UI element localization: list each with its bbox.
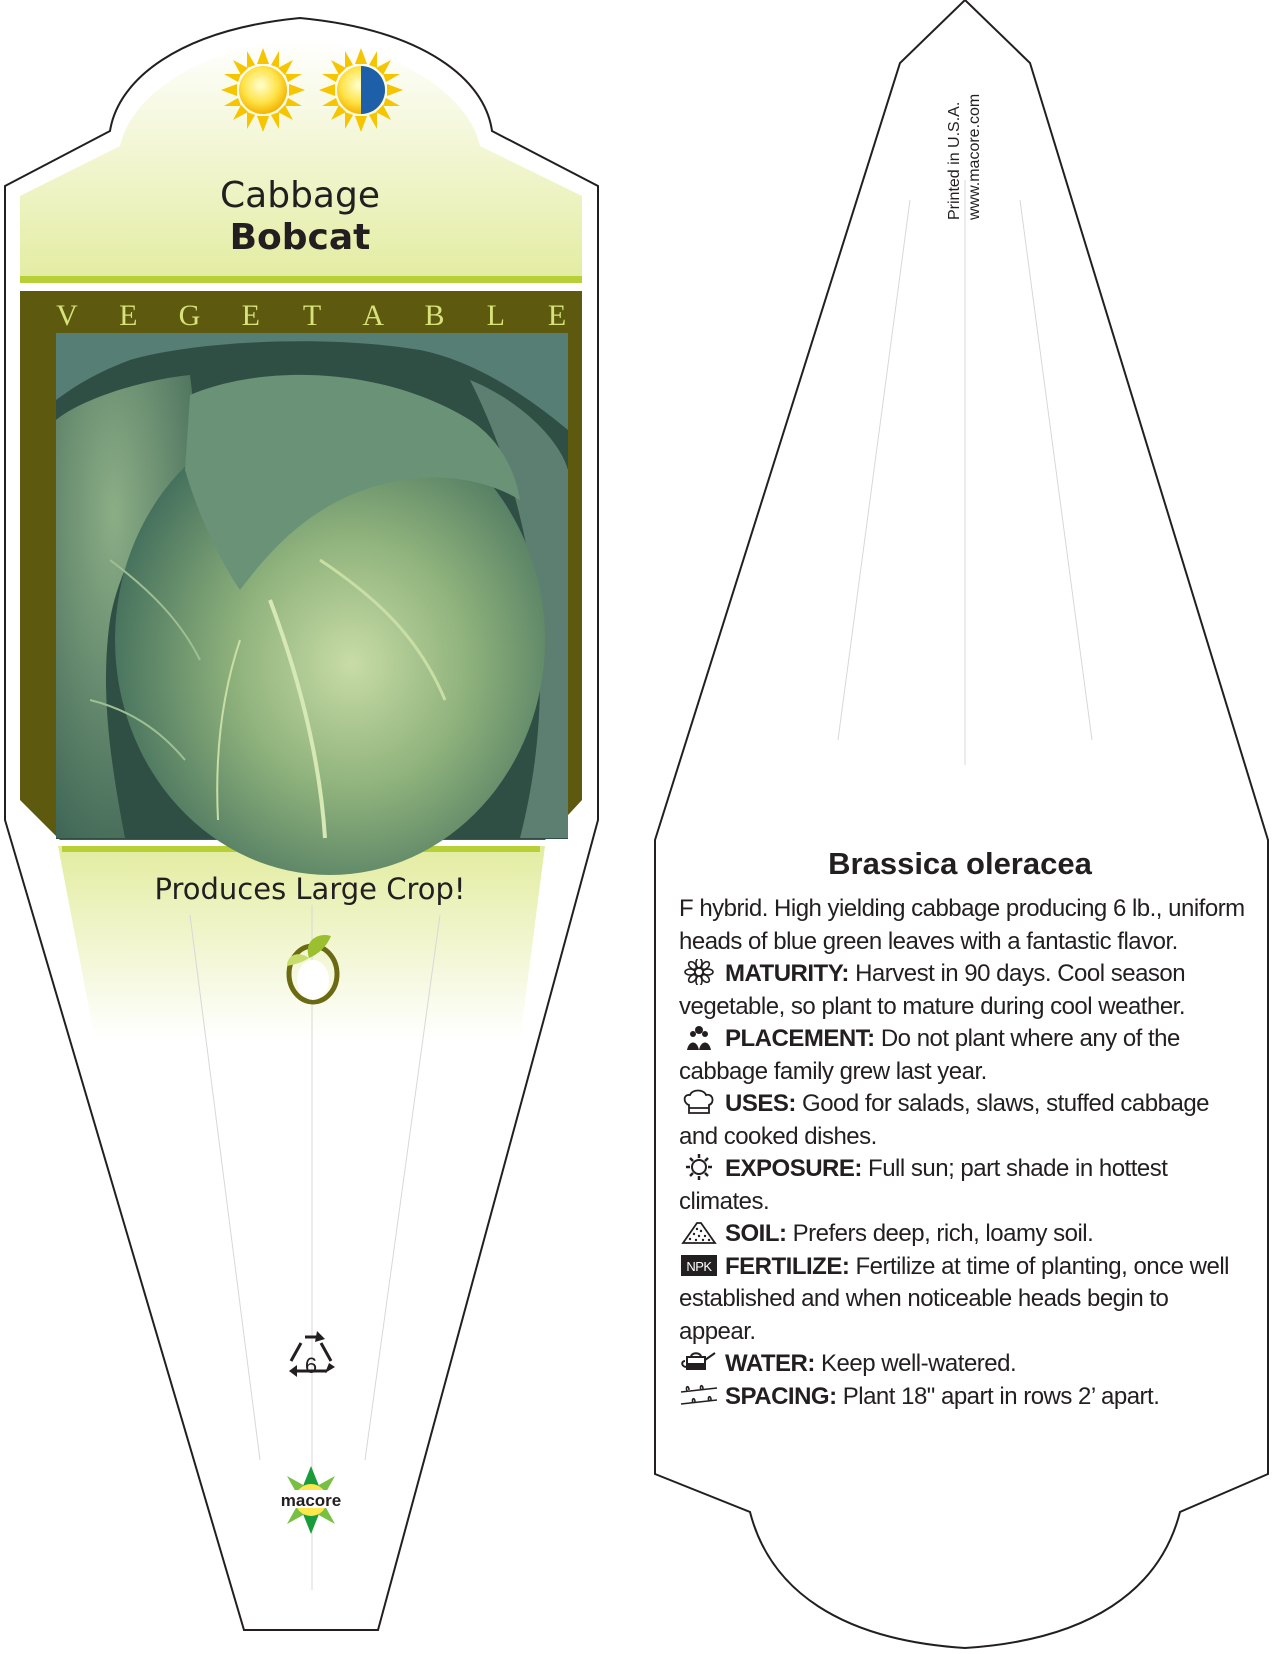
detail-text: Fertilize at time of planting, once well established and when noticeable heads begin to appear. [679, 1252, 1230, 1345]
detail-soil [679, 1218, 1249, 1251]
detail-text: Full sun; part shade in hottest climates. [679, 1155, 1168, 1215]
detail-placement [679, 1023, 1249, 1088]
variety-name: Bobcat [229, 217, 371, 258]
printed-in-label: Printed in U.S.A. [946, 101, 963, 220]
recycle-number: 6 [304, 1353, 318, 1378]
detail-heading: SPACING: [725, 1382, 837, 1410]
detail-heading: WATER: [725, 1350, 815, 1377]
detail-heading: FERTILIZE: [725, 1252, 850, 1280]
npk-icon [679, 1252, 719, 1278]
detail-text: Keep well-watered. [814, 1350, 1017, 1377]
watering-can-icon [679, 1349, 719, 1375]
detail-water [679, 1348, 1249, 1381]
detail-text: Prefers deep, rich, loamy soil. [786, 1220, 1094, 1247]
website-label: www.macore.com [966, 93, 983, 220]
detail-heading: PLACEMENT: [725, 1025, 875, 1052]
category-letter: V [56, 299, 78, 332]
detail-text: Plant 18" apart in rows 2’ apart. [836, 1382, 1160, 1410]
category-letter: E [119, 299, 138, 332]
category-letter: E [547, 299, 567, 332]
common-name: Cabbage [220, 175, 380, 216]
description: F hybrid. High yielding cabbage producing 6 lb., uniform heads of blue green leaves with a fantastic flavor. [679, 895, 1245, 955]
tagline: Produces Large Crop! [154, 872, 466, 906]
detail-spacing [679, 1381, 1249, 1414]
category-letter: L [486, 299, 505, 332]
category-letter: B [424, 299, 445, 332]
sun-icon [679, 1154, 719, 1180]
plants-icon [679, 1024, 719, 1050]
category-letter: A [362, 299, 385, 332]
category-letter: G [178, 299, 201, 332]
chef-hat-icon [679, 1089, 719, 1115]
printed-info [945, 50, 985, 220]
category-letter: E [241, 299, 260, 332]
detail-list [679, 958, 1249, 1413]
soil-icon [679, 1219, 719, 1245]
detail-heading: USES: [725, 1090, 796, 1117]
brand-label: macore [280, 1491, 342, 1510]
detail-heading: MATURITY: [725, 960, 849, 987]
care-details [679, 893, 1249, 1413]
category-letter: T [302, 299, 322, 332]
detail-text: Do not plant where any of the cabbage family grew last year. [679, 1025, 1180, 1085]
flower-icon [679, 959, 719, 985]
detail-text: Harvest in 90 days. Cool season vegetable, so plant to mature during cool weather. [679, 960, 1186, 1020]
detail-heading: EXPOSURE: [725, 1155, 862, 1182]
botanical-name: Brassica oleracea [828, 846, 1092, 881]
detail-maturity [679, 958, 1249, 1023]
detail-fertilize [679, 1251, 1249, 1349]
detail-heading: SOIL: [725, 1220, 787, 1247]
svg-text:NPK: NPK [686, 1258, 712, 1274]
detail-uses [679, 1088, 1249, 1153]
spacing-icon [679, 1382, 719, 1408]
detail-text: Good for salads, slaws, stuffed cabbage and cooked dishes. [679, 1090, 1210, 1150]
detail-exposure [679, 1153, 1249, 1218]
